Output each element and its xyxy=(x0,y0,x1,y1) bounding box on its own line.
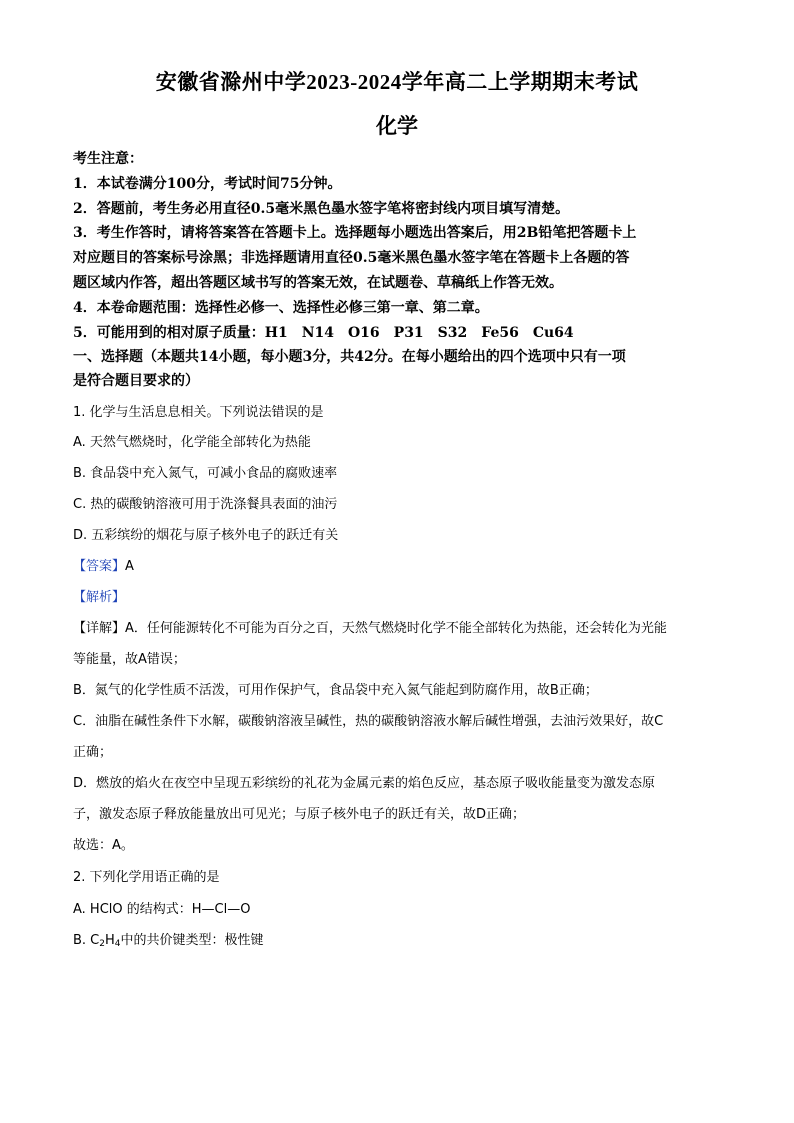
question-1-option-a: A. 天然气燃烧时，化学能全部转化为热能 xyxy=(73,435,311,450)
detail-line: C．油脂在碱性条件下水解，碳酸钠溶液呈碱性，热的碳酸钠溶液水解后碱性增强，去油污效果好，故C xyxy=(73,714,664,729)
question-1-option-b: B. 食品袋中充入氮气，可减小食品的腐败速率 xyxy=(73,466,338,481)
detail-line xyxy=(73,617,667,636)
question-1-stem: 1. 化学与生活息息相关。下列说法错误的是 xyxy=(73,405,324,420)
section-heading: 一、选择题（本题共14小题，每小题3分，共42分。在每小题给出的四个选项中只有一项 xyxy=(73,349,626,365)
detail-line: 等能量，故A错误； xyxy=(73,652,186,667)
question-2-option-b xyxy=(73,929,264,949)
detail-text: A．任何能源转化不可能为百分之百，天然气燃烧时化学不能全部转化为热能，还会转化为光能 xyxy=(125,621,667,636)
notice-heading: 考生注意： xyxy=(73,151,143,167)
section-heading-cont: 是符合题目要求的） xyxy=(73,373,199,389)
question-2-option-a: A. HClO 的结构式：H—Cl—O xyxy=(73,902,251,917)
detail-line: 正确； xyxy=(73,745,113,760)
notice-item: 3．考生作答时，请将答案答在答题卡上。选择题每小题选出答案后，用2B铅笔把答题卡上 xyxy=(73,225,637,241)
answer-line xyxy=(73,555,134,574)
option-b-subscript: 4 xyxy=(114,939,121,949)
detail-conclusion: 故选：A。 xyxy=(73,838,134,853)
detail-line: 子，激发态原子释放能量放出可见光；与原子核外电子的跃迁有关，故D正确； xyxy=(73,807,526,822)
answer-tag: 【答案】 xyxy=(73,559,126,574)
detail-tag: 【详解】 xyxy=(73,621,126,636)
notice-item: 1．本试卷满分100分，考试时间75分钟。 xyxy=(73,176,342,192)
option-b-suffix: 中的共价键类型：极性键 xyxy=(120,933,264,948)
subject-title: 化学 xyxy=(376,114,418,138)
question-2-stem: 2. 下列化学用语正确的是 xyxy=(73,870,220,885)
option-b-subscript: 2 xyxy=(99,939,105,949)
notice-item: 对应题目的答案标号涂黑；非选择题请用直径0.5毫米黑色墨水签字笔在答题卡上各题的答 xyxy=(73,250,630,266)
question-1-option-d: D. 五彩缤纷的烟花与原子核外电子的跃迁有关 xyxy=(73,528,339,543)
detail-line: D．燃放的焰火在夜空中呈现五彩缤纷的礼花为金属元素的焰色反应，基态原子吸收能量变为激发态原 xyxy=(73,776,656,791)
question-1-option-c: C. 热的碳酸钠溶液可用于洗涤餐具表面的油污 xyxy=(73,497,338,512)
notice-item: 5．可能用到的相对原子质量：H1 N14 O16 P31 S32 Fe56 Cu64 xyxy=(73,325,574,341)
analysis-tag: 【解析】 xyxy=(73,590,126,605)
option-b-prefix: B. C xyxy=(73,933,100,948)
detail-line: B．氮气的化学性质不活泼，可用作保护气，食品袋中充入氮气能起到防腐作用，故B正确； xyxy=(73,683,598,698)
notice-item: 4．本卷命题范围：选择性必修一、选择性必修三第一章、第二章。 xyxy=(73,300,489,316)
answer-value: A xyxy=(125,559,134,574)
notice-item: 题区域内作答，超出答题区域书写的答案无效，在试题卷、草稿纸上作答无效。 xyxy=(73,275,563,291)
notice-item: 2．答题前，考生务必用直径0.5毫米黑色墨水签字笔将密封线内项目填写清楚。 xyxy=(73,201,570,217)
exam-title: 安徽省滁州中学2023-2024学年高二上学期期末考试 xyxy=(155,70,639,94)
option-b-formula: H xyxy=(105,933,115,948)
